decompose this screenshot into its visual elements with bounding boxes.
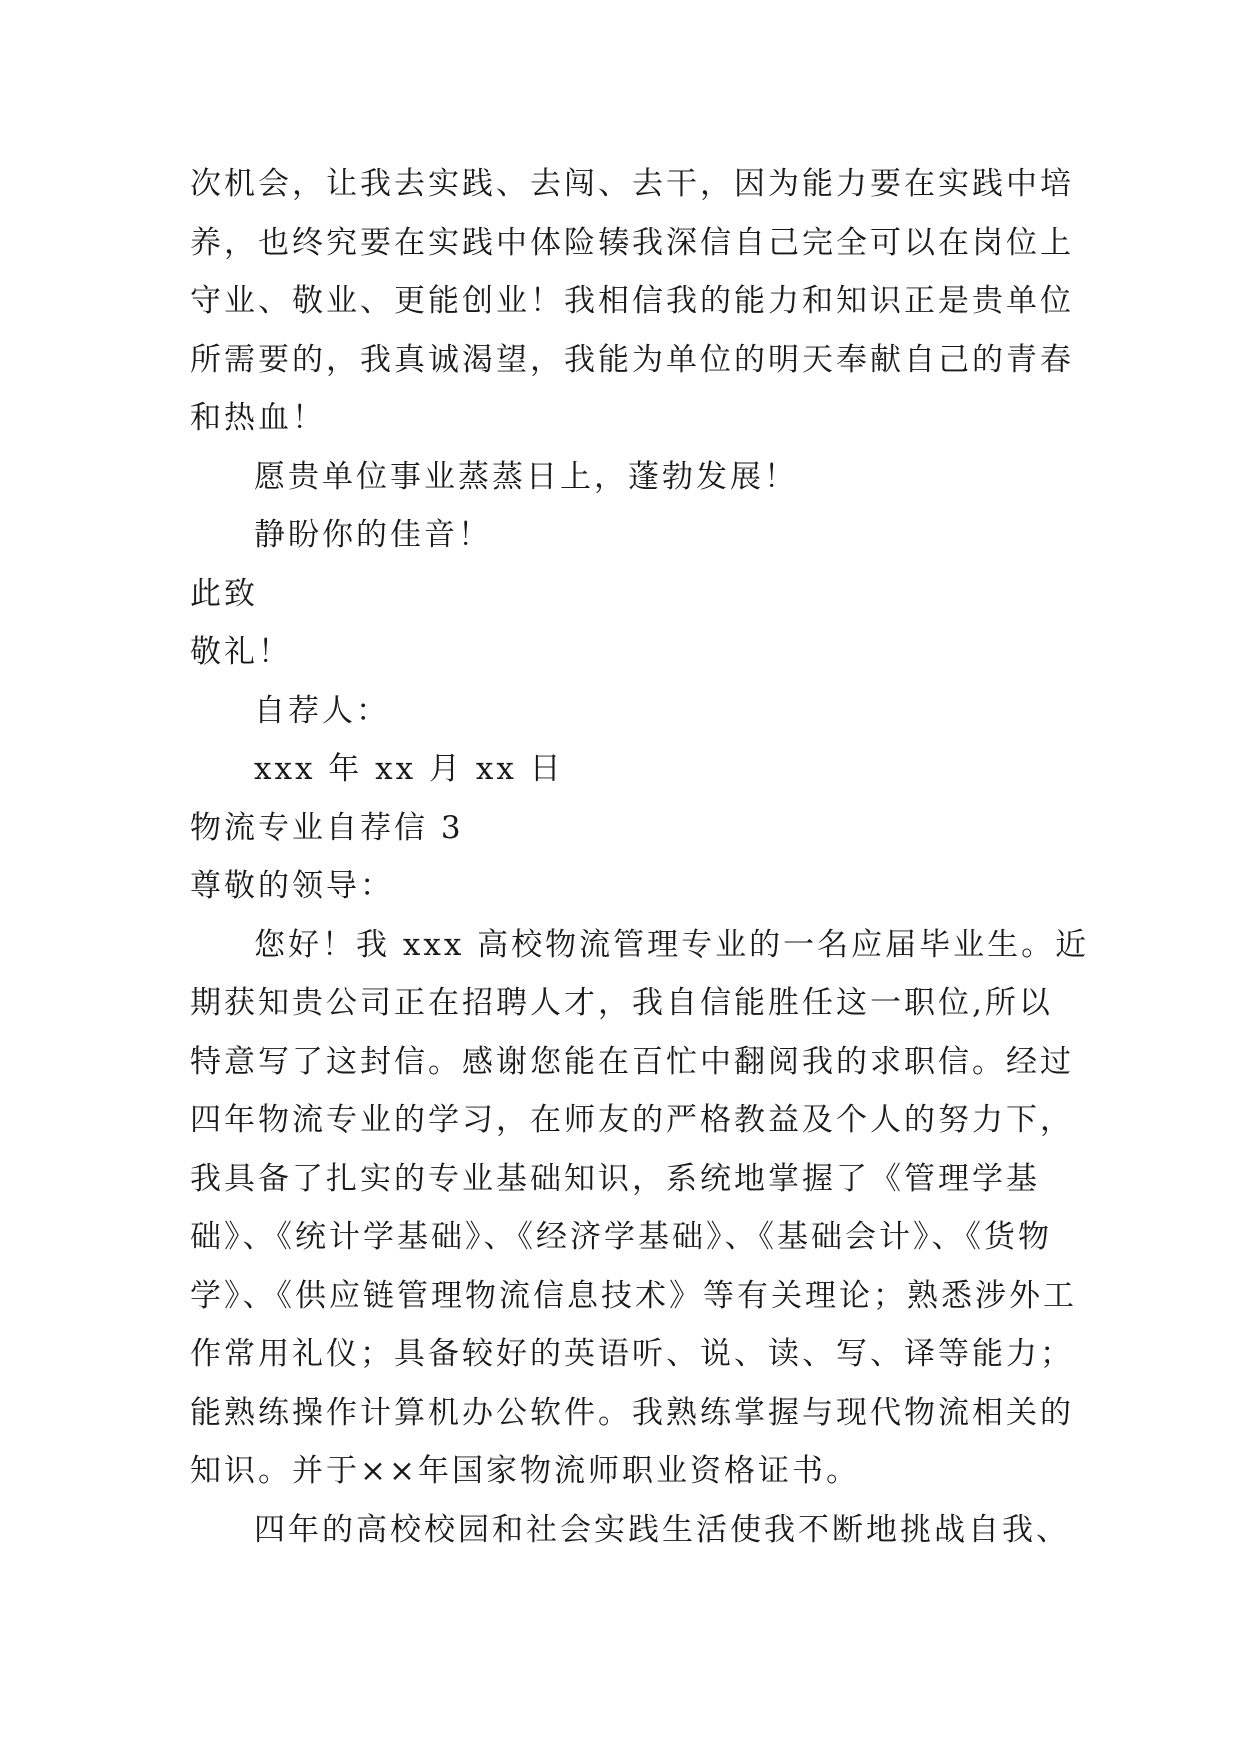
signature-label: 自荐人：	[254, 692, 390, 729]
signature-date: xxx 年 xx 月 xx 日	[254, 751, 564, 787]
text-line: 守业、敬业、更能创业！我相信我的能力和知识正是贵单位	[190, 283, 1074, 319]
text-line: 所需要的，我真诚渴望，我能为单位的明天奉献自己的青春	[190, 341, 1074, 378]
salutation-cizhi: 此致	[190, 575, 258, 612]
salutation-jingli: 敬礼！	[190, 634, 292, 670]
text-line: 我具备了扎实的专业基础知识，系统地掌握了《管理学基	[190, 1160, 1040, 1197]
text-line: 作常用礼仪；具备较好的英语听、说、读、写、译等能力；	[190, 1336, 1074, 1372]
letter-title: 物流专业自荐信 3	[190, 809, 464, 846]
letter-greeting: 尊敬的领导：	[190, 868, 394, 904]
text-line: 知识。并于××年国家物流师职业资格证书。	[190, 1453, 860, 1489]
text-line: 期获知贵公司正在招聘人才，我自信能胜任这一职位,所以	[190, 985, 1053, 1021]
text-line: 养，也终究要在实践中体险辏我深信自己完全可以在岗位上	[190, 224, 1074, 261]
text-line: 能熟练操作计算机办公软件。我熟练掌握与现代物流相关的	[190, 1394, 1074, 1431]
text-line: 四年的高校校园和社会实践生活使我不断地挑战自我、	[254, 1511, 1070, 1548]
text-line: 您好！我 xxx 高校物流管理专业的一名应届毕业生。近	[254, 926, 1090, 963]
text-line: 础》、《统计学基础》、《经济学基础》、《基础会计》、《货物	[190, 1219, 1052, 1255]
closing-await: 静盼你的佳音！	[254, 517, 492, 553]
document-body	[190, 155, 1090, 1559]
text-line: 特意写了这封信。感谢您能在百忙中翻阅我的求职信。经过	[190, 1043, 1074, 1080]
closing-wish: 愿贵单位事业蒸蒸日上，蓬勃发展！	[254, 458, 798, 495]
text-line: 和热血！	[190, 400, 326, 436]
text-line: 次机会，让我去实践、去闯、去干，因为能力要在实践中培	[190, 166, 1074, 202]
text-line: 四年物流专业的学习，在师友的严格教益及个人的努力下，	[190, 1102, 1074, 1138]
text-line: 学》、《供应链管理物流信息技术》等有关理论；熟悉涉外工	[190, 1277, 1077, 1314]
